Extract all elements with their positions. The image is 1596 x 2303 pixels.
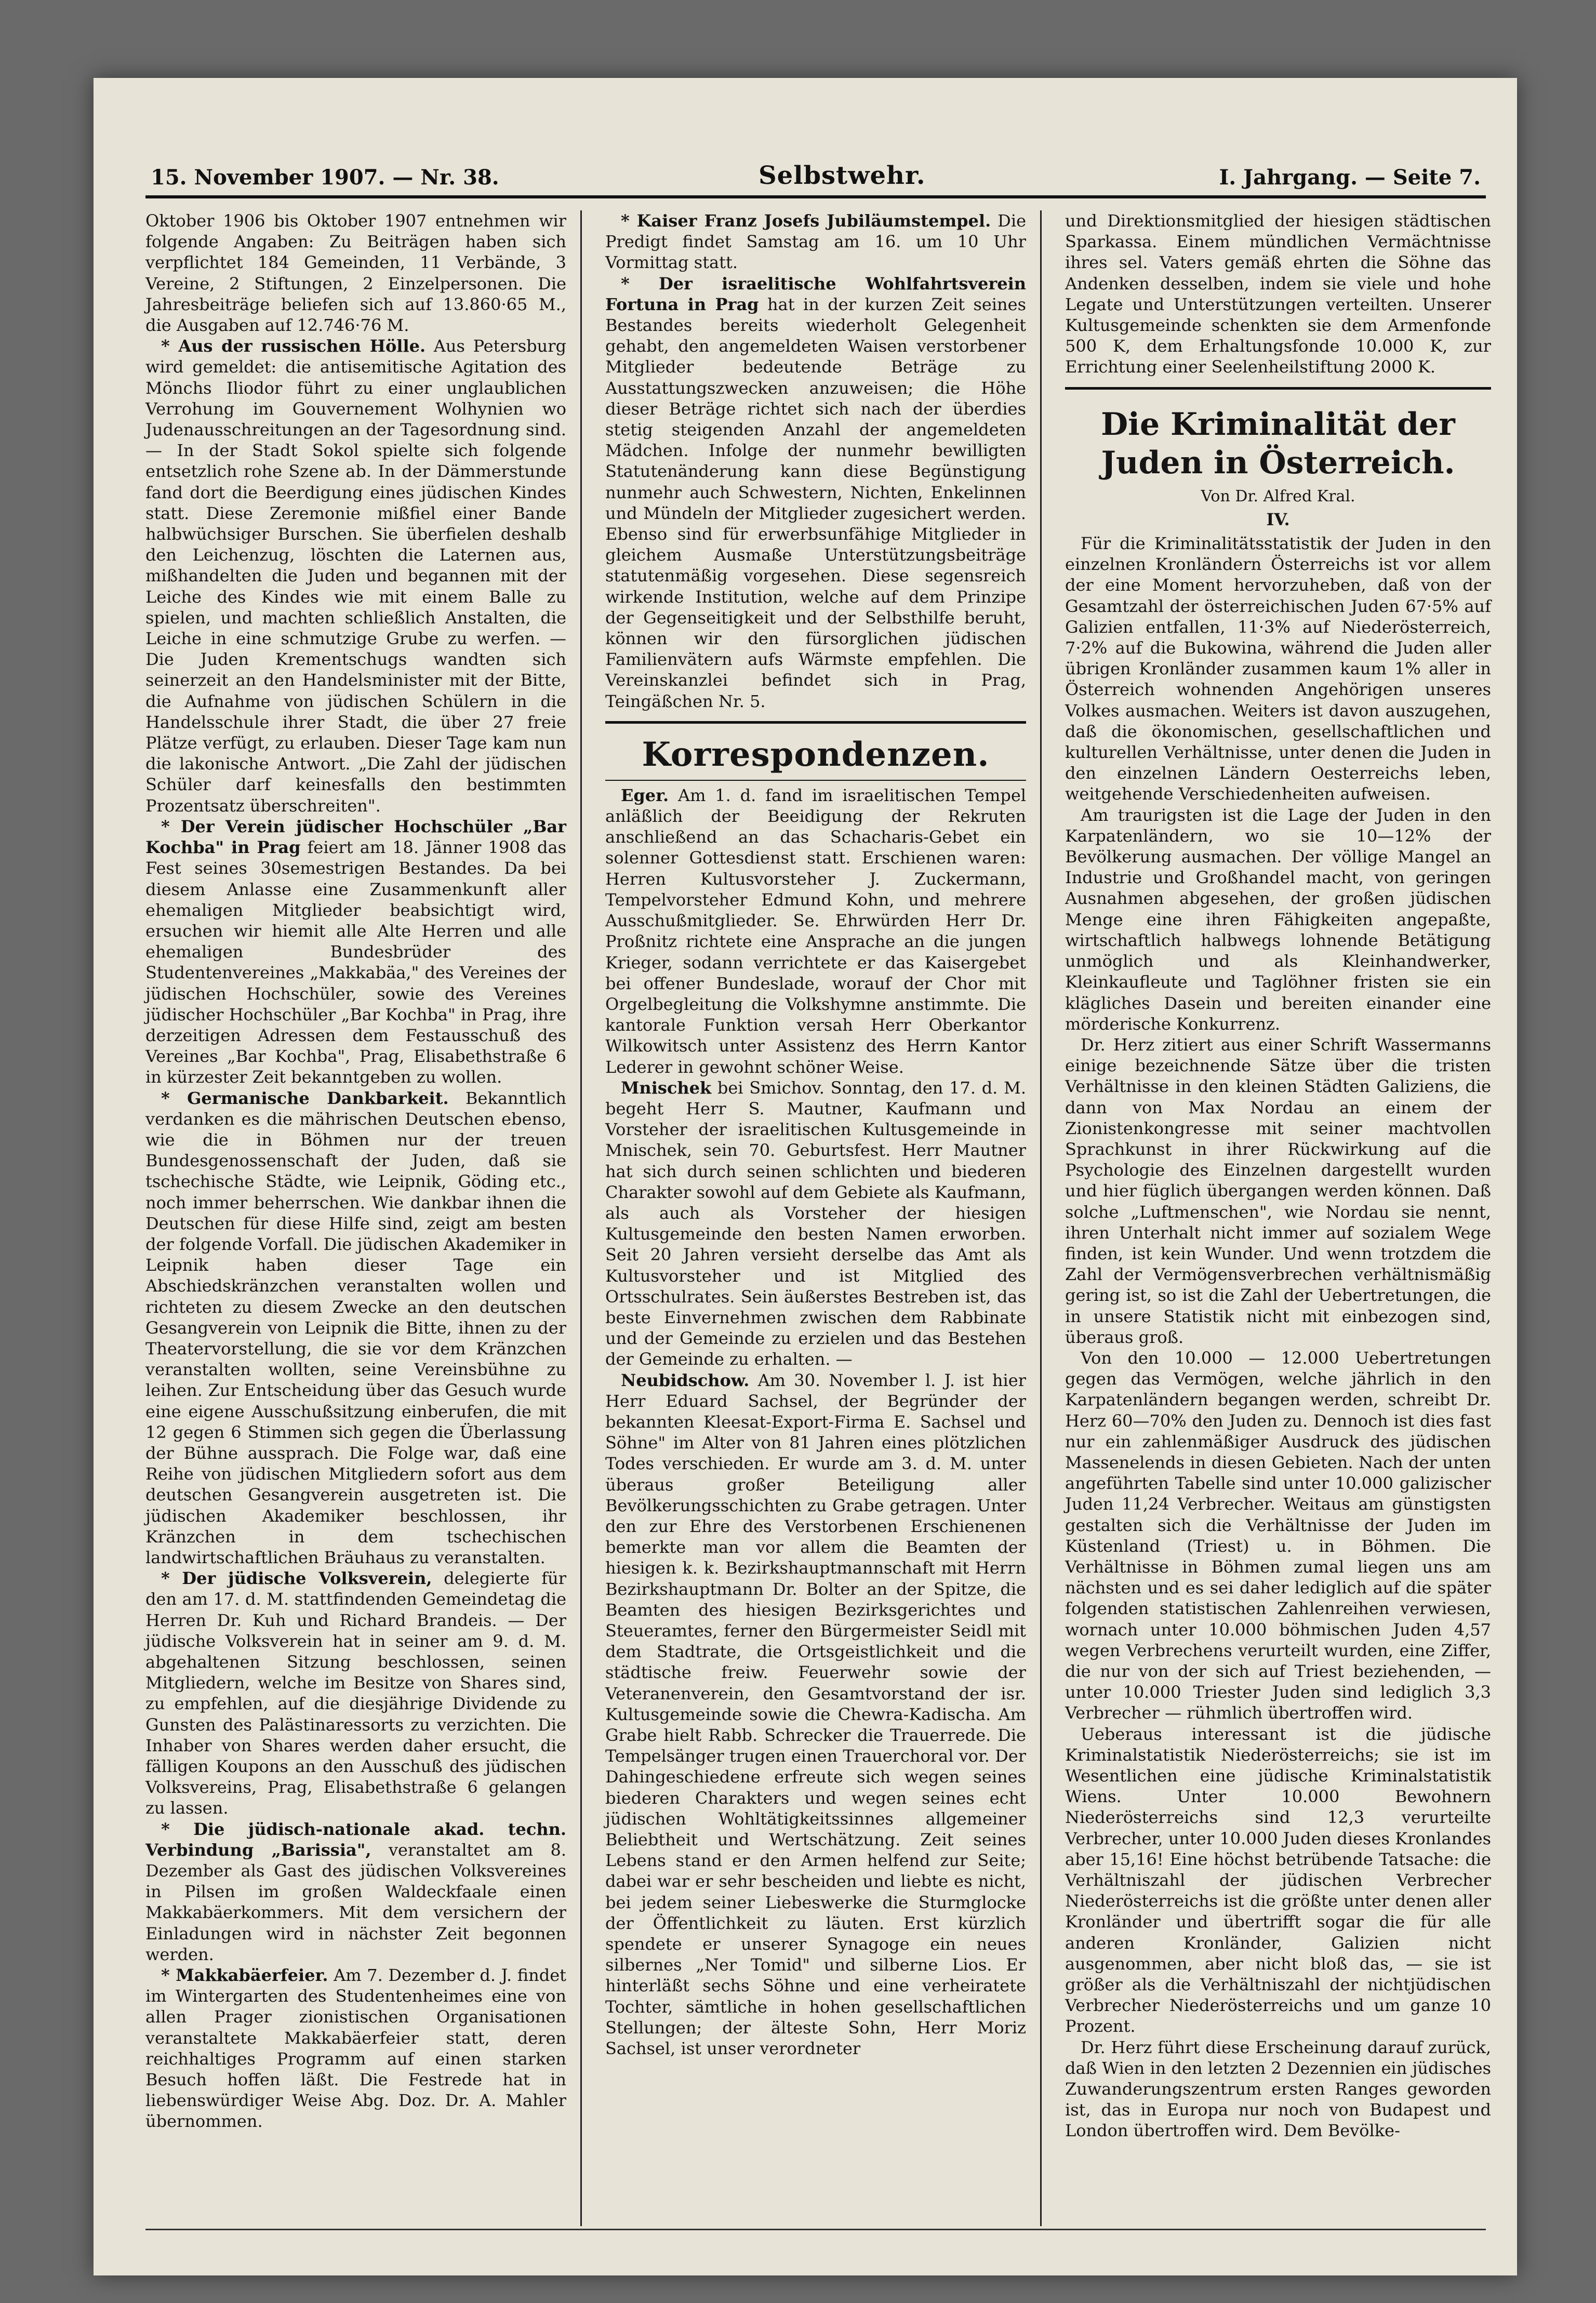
col2-article-fortuna [605,273,1026,712]
col2-article-jubilaeumstempel [605,210,1026,273]
article-rule-top [1065,387,1491,390]
col3-paragraph-7: Dr. Herz führt diese Erscheinung darauf zurück, daß Wien in den letzten 2 Dezennien ein jüdisches Zuwanderungszentrum ersten Ranges geworden ist, das in Europa nur noch von Budapest und London übertroffen wird. Dem Bevölke- [1065,2037,1491,2141]
article-title-kriminalitaet: Die Kriminalität der Juden in Österreich. [1101,406,1455,481]
article-body: Am 7. Dezember d. J. findet im Wintergarten des Studentenheimes eine von allen Prager zionistischen Organisationen veranstaltete Makkabäerfeier statt, deren reichhaltiges Programm auf einen starken Besuch hoffen läßt. Die Festrede hat in liebenswürdiger Weise Abg. Doz. Dr. A. Mahler übernommen. [145,1965,567,2132]
article-byline: Von Dr. Alfred Kral. [1201,487,1355,505]
column-divider-1 [580,210,582,2226]
col1-article-volksverein [145,1568,566,1818]
col3-paragraph-5: Von den 10.000 — 12.000 Uebertretungen gegen das Vermögen, welche jährlich in den Karpatenländern begangen werden, schreibt Dr. Herz 60—70% den Juden zu. Dennoch ist dies fast nur ein zahlenmäßiger Ausdruck des jüdischen Massenelends in diesen Gebieten. Nach der unten angeführten Tabelle sind unter 10.000 galizischer Juden 11,24 Verbrecher. Weitaus am günstigsten gestalten sich die Verhältnisse der Juden im Küstenland (Triest) u. in Böhmen. Die Verhältnisse in Böhmen zumal liegen uns am nächsten und es sei daher lediglich auf die später folgenden statistischen Zahlenreihen verwiesen, wornach unter 10.000 böhmischen Juden 4,57 wegen Verbrechens verurteilt wurden, eine Ziffer, die nur von der sich auf Triest beziehenden, — unter 10.000 Triester Juden sind lediglich 3,3 Verbrecher — rühmlich übertroffen wird. [1065,1348,1491,1723]
col1-article-bar-kochba [145,816,566,1088]
col3-paragraph-2: Für die Kriminalitätsstatistik der Juden in den einzelnen Kronländern Österreichs ist vor allem der eine Moment hervorzuheben, daß von der Gesamtzahl der österreichischen Juden 67·5% auf Galizien entfallen, 11·3% auf Niederösterreich, 7·2% auf die Bukowina, während die Juden aller übrigen Kronländer zusammen kaum 1% aller in Österreich wohnenden Angehörigen unseres Volkes ausmachen. Weiters ist davon auszugehen, daß die ökonomischen, gesellschaftlichen und kulturellen Verhältnisse, unter denen die Juden in den einzelnen Ländern Oesterreichs leben, weitgehende Verschiedenheiten aufweisen. [1065,534,1491,804]
article-heading: * Die jüdisch-nationale akad. techn. Verbindung „Barissia", [145,1819,566,1860]
header-rule [145,195,1486,198]
article-body: veranstaltet am 8. Dezember als Gast des jüdischen Volksvereines in Pilsen im großen Waldeckfaale einen Makkabäerkommers. Mit dem versichern der Einladungen wird in nächster Zeit begonnen werden. [145,1840,567,1964]
col1-article-dankbarkeit [145,1088,566,1568]
header-masthead: Selbstwehr. [759,161,926,190]
article-heading: * Der Verein jüdischer Hochschüler „Bar Kochba" in Prag [145,816,566,858]
article-body: feiert am 18. Jänner 1908 das Fest seines 30semestrigen Bestandes. Da bei diesem Anlasse eine Zusammenkunft aller ehemaligen Mitglieder beabsichtigt wird, ersuchen wir hiemit alle Alte Herren und alle ehemaligen Bundesbrüder des Studentenvereines „Makkabäa," des Vereines der jüdischen Hochschüler, sowie des Vereines jüdischer Hochschüler „Bar Kochba" in Prag, ihre derzeitigen Adressen dem Festausschuß des Vereines „Bar Kochba", Prag, Elisabethstraße 6 in kürzester Zeit bekanntgeben zu wollen. [145,837,567,1087]
col3-paragraph-3: Am traurigsten ist die Lage der Juden in den Karpatenländern, wo sie 10—12% der Bevölkerung ausmachen. Der völlige Mangel an Industrie und Großhandel macht, von geringen Ausnahmen abgesehen, der großen jüdischen Menge eine ihren Fähigkeiten angepaßte, wirtschaftlich halbwegs lohnende Betätigung unmöglich und als Kleinhandwerker, Kleinkaufleute und Taglöhner fristen sie ein klägliches Dasein und bereiten einander eine mörderische Konkurrenz. [1065,805,1491,1034]
column-divider-2 [1040,210,1042,2226]
article-body: Am 1. d. fand im israelitischen Tempel anläßlich der Beeidigung der Rekruten anschließend an das Schacharis-Gebet ein solenner Gottesdienst statt. Erschienen waren: Herren Kultusvorsteher J. Zuckermann, Tempelvorsteher Edmund Kohn, und mehrere Ausschußmitglieder. Se. Ehrwürden Herr Dr. Proßnitz richtete eine Ansprache an die jungen Krieger, sodann verrichtete er das Kaisergebet bei offener Bundeslade, worauf der Chor mit Orgelbegleitung die Volkshymne anstimmte. Die kantorale Funktion versah Herr Oberkantor Wilkowitsch unter Assistenz des Herrn Kantor Lederer in gewohnt schöner Weise. [605,785,1026,1077]
article-heading: * Makkabäerfeier. [161,1965,328,1986]
header-volume-page: I. Jahrgang. — Seite 7. [1219,165,1481,190]
bottom-rule [145,2229,1486,2230]
article-heading: Mnischek [621,1077,712,1098]
column-1 [145,210,566,2221]
article-body: bei Smichov. Sonntag, den 17. d. M. begeht Herr S. Mautner, Kaufmann und Vorsteher der israelitischen Kultusgemeinde in Mnischek, sein 70. Geburtsfest. Herr Mautner hat sich durch seinen schlichten und biederen Charakter sowohl auf dem Gebiete als Kaufmann, als auch als Vorsteher der hiesigen Kultusgemeinde den besten Namen erworben. Seit 20 Jahren versieht derselbe das Amt als Kultusvorsteher und ist Mitglied des Ortsschulrates. Sein äußerstes Bestreben ist, das beste Einvernehmen zwischen dem Rabbinate und der Gemeinde zu erzielen und das Bestehen der Gemeinde zu erhalten. — [605,1077,1026,1369]
article-heading: * Der israelitische Wohlfahrtsverein Fortuna in Prag [605,273,1026,314]
newspaper-page [94,78,1517,2275]
col3-paragraph-4: Dr. Herz zitiert aus einer Schrift Wassermanns einige bezeichnende Sätze über die tristen Verhältnisse in den kleinen Städten Galiziens, die dann von Max Nordau an einem der Zionistenkongresse mit seiner machtvollen Sprachkunst in ihrer Rückwirkung auf die Psychologie des Einzelnen dargestellt wurden und hier füglich übergangen werden können. Daß solche „Luftmenschen", wie Nordau sie nennt, ihren Unterhalt nicht immer auf sozialem Wege finden, ist kein Wunder. Und wenn trotzdem die Zahl der Vermögensverbrechen verhältnismäßig gering ist, so ist die Zahl der Uebertretungen, die in unsere Statistik nicht mit einbezogen sind, überaus groß. [1065,1034,1491,1347]
section-rule-bottom [605,780,1026,781]
column-2 [605,210,1026,2221]
text: Oktober 1906 bis Oktober 1907 entnehmen wir folgende Angaben: Zu Beiträgen haben sich verpflichtet 184 Gemeinden, 11 Verbände, 3 Vereine, 2 Stiftungen, 2 Einzelpersonen. Die Jahresbeiträge beliefen sich auf 13.860·65 M., die Ausgaben auf 12.746·76 M. [145,211,566,336]
article-heading: Neubidschow. [621,1370,750,1390]
article-body: hat in der kurzen Zeit seines Bestandes bereits wiederholt Gelegenheit gehabt, den angemeldeten Waisen verstorbener Mitglieder bedeutende Beträge zu Ausstattungszwecken anzuweisen; die Höhe dieser Beträge richtet sich nach der überdies stetig steigenden Anzahl der angemeldeten Mädchen. Infolge der nunmehr bewilligten Statutenänderung kann diese Begünstigung nunmehr auch Schwestern, Nichten, Enkelinnen und Mündeln der Mitglieder zugesichert werden. Ebenso sind für erwerbsunfähige Mitglieder in gleichem Ausmaße Unterstützungsbeiträge statutenmäßig vorgesehen. Diese segensreich wirkende Institution, welche auf dem Prinzipe der Gegenseitigkeit und der Selbsthilfe beruht, können wir den fürsorglichen jüdischen Familienvätern aufs Wärmste empfehlen. Die Vereinskanzlei befindet sich in Prag, Teingäßchen Nr. 5. [605,294,1026,711]
article-body: Aus Petersburg wird gemeldet: die antisemitische Agitation des Mönchs Iliodor führt zu einer unglaublichen Verrohung im Gouvernement Wolhynien wo Judenausschreitungen an der Tagesordnung sind. — In der Stadt Sokol spielte sich folgende entsetzlich rohe Szene ab. In der Dämmerstunde fand dort die Beerdigung eines jüdischen Kindes statt. Diese Zeremonie mißfiel einer Bande halbwüchsiger Burschen. Sie überfielen deshalb den Leichenzug, löschten die Laternen aus, mißhandelten die Juden und begannen mit der Leiche des Kindes wie mit einem Balle zu spielen, und machten schließlich Anstalten, die Leiche in eine schmutzige Grube zu werfen. — Die Juden Krementschugs wandten sich seinerzeit an den Handelsminister mit der Bitte, die Aufnahme von jüdischen Schülern in die Handelsschule ihrer Stadt, die über 27 freie Plätze verfügt, zu erlauben. Dieser Tage kam nun die lakonische Antwort. „Die Zahl der jüdischen Schüler darf keinesfalls den bestimmten Prozentsatz überschreiten". [145,336,566,816]
col1-article-russische-hoelle [145,336,566,816]
article-heading: * Germanische Dankbarkeit. [161,1088,449,1108]
text: und Direktionsmitglied der hiesigen städtischen Sparkassa. Einem mündlichen Vermächtnisse ihres sel. Vaters gemäß ehrten die Söhne das Andenken desselben, indem sie viele und hohe Legate und Unterstützungen verteilten. Unserer Kultusgemeinde schenkten sie dem Armenfonde 500 K, dem Erhaltungsfonde 10.000 K, zur Errichtung einer Seelenheilstiftung 2000 K. [1065,211,1491,377]
col2-article-eger [605,785,1026,1077]
article-body: Am 30. November l. J. ist hier Herr Eduard Sachsel, der Begründer der bekannten Kleesat-Export-Firma E. Sachsel und Söhne" im Alter von 81 Jahren eines plötzlichen Todes verschieden. Er wurde am 3. d. M. unter überaus großer Beteiligung aller Bevölkerungsschichten zu Grabe getragen. Unter den zur Ehre des Verstorbenen Erschienenen bemerkte man vor allem die Beamten der hiesigen k. k. Bezirkshauptmannschaft mit Herrn Bezirkshauptmann Dr. Bolter an der Spitze, die Beamten des hiesigen Bezirksgerichtes und Steueramtes, ferner den Bürgermeister Seidl mit dem Stadtrate, die Ortsgeistlichkeit und die städtische freiw. Feuerwehr sowie der Veteranenverein, den Gesamtvorstand der isr. Kultusgemeinde sowie die Chewra-Kadischa. Am Grabe hielt Rabb. Schrecker die Trauerrede. Die Tempelsänger trugen einen Trauerchoral vor. Der Dahingeschiedene erfreute sich wegen seines biederen Charakters und wegen seines echt jüdischen Wohltätigkeitssinnes allgemeiner Beliebtheit und Wertschätzung. Zeit seines Lebens stand er den Armen helfend zur Seite; dabei war er sehr bescheiden und liebte es nicht, bei jedem seiner Liebeswerke die Sturmglocke der Öffentlichkeit zu läuten. Erst kürzlich spendete er unserer Synagoge ein neues silbernes „Ner Tomid" und silberne Lios. Er hinterläßt sechs Söhne und eine verheiratete Tochter, sämtliche in hohen gesellschaftlichen Stellungen; der älteste Sohn, Herr Moriz Sachsel, ist unser verordneter [605,1370,1026,2059]
header-date-issue: 15. November 1907. — Nr. 38. [151,165,499,190]
col1-article-barissia [145,1819,566,1965]
column-3 [1065,210,1491,2221]
col1-paragraph-1 [145,210,566,336]
col1-article-makkabaeerfeier [145,1965,566,2132]
article-body: Bekanntlich verdanken es die mährischen Deutschen ebenso, wie die in Böhmen nur der treuen Bundesgenossenschaft der Juden, daß sie tschechische Städte, wie Leipnik, Göding etc., noch immer beherrschen. Wie dankbar ihnen die Deutschen für diese Hilfe sind, zeigt am besten der folgende Vorfall. Die jüdischen Akademiker in Leipnik haben dieser Tage ein Abschiedskränzchen veranstalten wollen und richteten zu diesem Zwecke an den deutschen Gesangverein von Leipnik die Bitte, ihnen zu der Theatervorstellung, die sie vor dem Kränzchen veranstalten wollten, seine Vereinsbühne zu leihen. Zur Entscheidung über das Gesuch wurde eine eigene Ausschußsitzung einberufen, die mit 12 gegen 6 Stimmen sich gegen die Überlassung der Bühne aussprach. Die Folge war, daß eine Reihe von jüdischen Mitgliedern sofort aus dem deutschen Gesangverein ausgetreten ist. Die jüdischen Akademiker beschlossen, ihr Kränzchen in dem tschechischen landwirtschaftlichen Bräuhaus zu veranstalten. [145,1088,567,1567]
article-body: delegierte für den am 17. d. M. stattfindenden Gemeindetag die Herren Dr. Kuh und Richard Brandeis. — Der jüdische Volksverein hat in seiner am 9. d. M. abgehaltenen Sitzung beschlossen, seinen Mitgliedern, welche im Besitze von Shares sind, zu empfehlen, auf die diesjährige Dividende zu Gunsten des Palästinaressorts zu verzichten. Die Inhaber von Shares werden daher ersucht, die fälligen Koupons an den Ausschuß des jüdischen Volksvereins, Prag, Elisabethstraße 6 gelangen zu lassen. [145,1568,567,1818]
section-title-korrespondenzen: Korrespondenzen. [642,735,990,774]
article-heading: * Kaiser Franz Josefs Jubiläumstempel. [621,211,991,231]
section-rule-top [605,721,1026,724]
col3-paragraph-6: Ueberaus interessant ist die jüdische Kriminalstatistik Niederösterreichs; sie ist im Wesentlichen eine jüdische Kriminalstatistik Wiens. Unter 10.000 Bewohnern Niederösterreichs sind 12,3 verurteilte Verbrecher, unter 10.000 Juden dieses Kronlandes aber 15,16! Eine höchst betrübende Tatsache: die Verhältniszahl der jüdischen Verbrecher Niederösterreichs ist die größte unter denen aller Kronländer und übertrifft sogar die für alle anderen Kronländer, Galizien nicht ausgenommen, aber nicht bloß das, — sie ist größer als die Verhältniszahl der nichtjüdischen Verbrecher Niederösterreichs und um ganze 10 Prozent. [1065,1724,1491,2036]
article-heading: Eger. [621,785,669,805]
col3-paragraph-continued [1065,210,1491,378]
col2-article-mnischek [605,1077,1026,1370]
col2-article-neubidschow [605,1370,1026,2059]
article-heading: * Der jüdische Volksverein, [161,1568,432,1589]
article-heading: * Aus der russischen Hölle. [161,336,426,356]
article-part-number: IV. [1266,509,1290,529]
article-body: Die Predigt findet Samstag am 16. um 10 Uhr Vormittag statt. [605,211,1027,273]
